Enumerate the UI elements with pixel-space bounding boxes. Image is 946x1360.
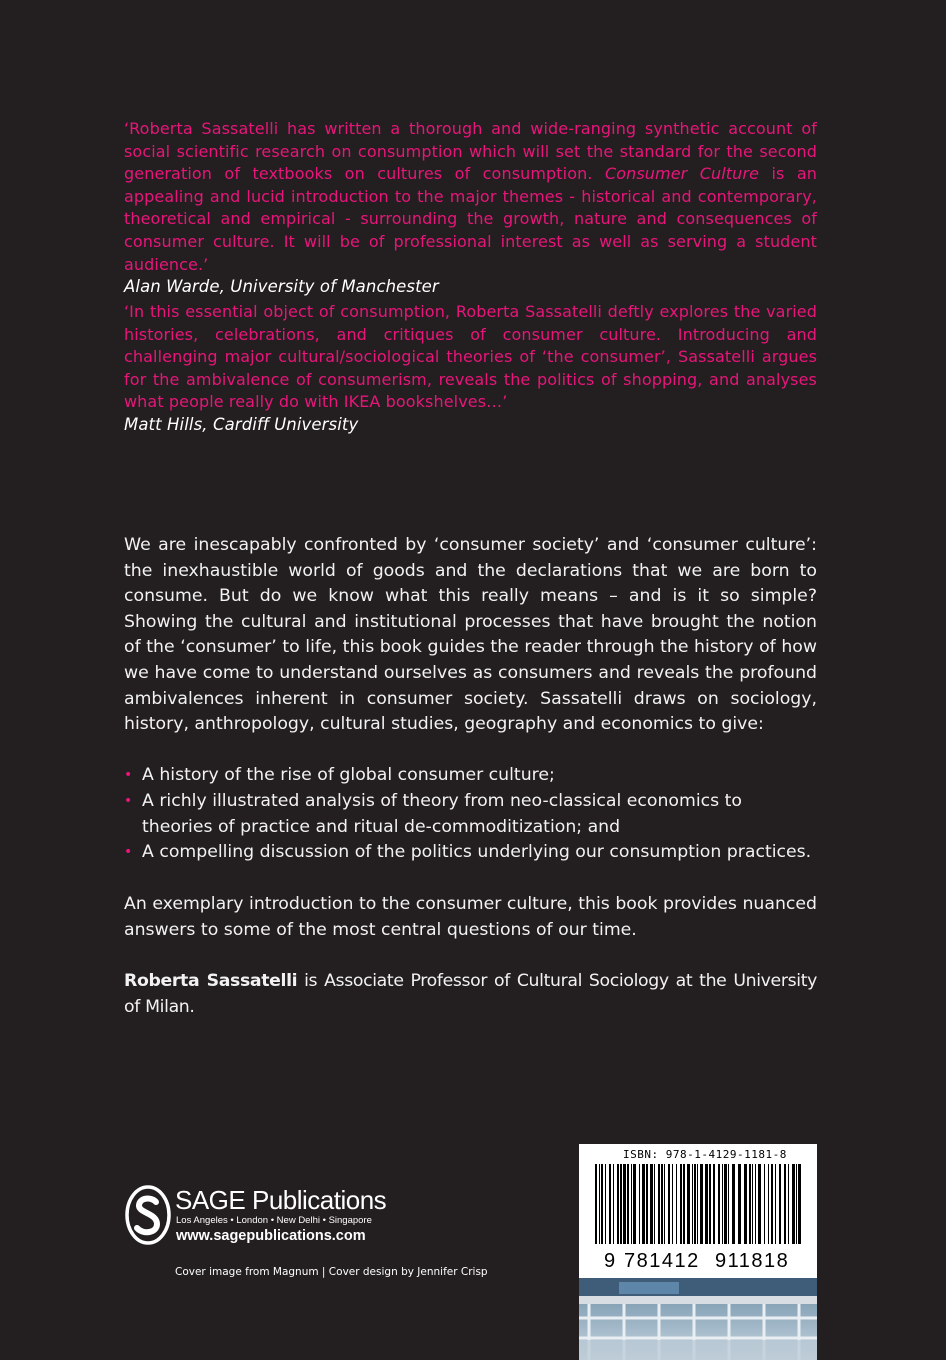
blurb-closing: An exemplary introduction to the consumer culture, this book provides nuanced answers to some of the most central questions of our time. [124,894,817,940]
book-title-italic: Consumer Culture [604,164,760,184]
publisher-name: SAGE Publications [175,1185,387,1215]
quote-text-continued: is an appealing and lucid introduction to the major themes - historical and contemporary, theoretical and empirical - surrounding the growth, nature and consequences of consumer culture. It will be of professional interest as well as serving a student audience.’ [124,164,817,274]
cover-credits: Cover image from Magnum | Cover design by Jennifer Crisp [175,1266,488,1278]
list-item [124,840,817,866]
barcode-first-digit: 9 [604,1250,616,1272]
feature-list [124,763,817,866]
author-name: Roberta Sassatelli [124,971,298,991]
author-note [124,969,817,1020]
list-item-text: A history of the rise of global consumer culture; [142,765,555,785]
isbn-barcode [579,1144,817,1278]
quote-text: ‘In this essential object of consumption, Roberta Sassatelli deftly explores the varied histories, celebrations, and critiques of consumer culture. Introducing and challenging major cultural/sociological theories of ‘the consumer’, Sassatelli argues for the ambivalence of consumerism, reveals the politics of shopping, and analyses what people really do with IKEA bookshelves…’ [124,302,817,412]
quote-text: ‘Roberta Sassatelli has written a thorough and wide-ranging synthetic account of social scientific research on consumption which will set the standard for the second generation of textbooks on cultures of consumption. [124,119,817,184]
bullet-icon: • [124,844,133,861]
list-item [124,789,817,841]
publisher-cities: Los Angeles • London • New Delhi • Singapore [176,1215,372,1226]
blurb-intro: We are inescapably confronted by ‘consumer society’ and ‘consumer culture’: the inexhaustible world of goods and the declarations that we are born to consume. But do we know what this really means – and is it so simple? Showing the cultural and institutional processes that have brought the notion of the ‘consumer’ to life, this book guides the reader through the history of how we have come to understand ourselves as consumers and reveals the profound ambivalences inherent in consumer society. Sassatelli draws on sociology, history, anthropology, cultural studies, geography and economics to give: [124,535,817,735]
author-bio: is Associate Professor of Cultural Sociology at the University of Milan. [124,971,817,1017]
barcode-right-group: 911818 [715,1250,790,1272]
bullet-icon: • [124,767,133,783]
list-item [124,763,817,789]
isbn-label: ISBN: 978-1-4129-1181-8 [623,1148,787,1161]
publisher-block [125,1185,425,1255]
review-quote-1 [124,118,817,299]
quote-attribution: Alan Warde, University of Manchester [124,277,439,297]
barcode-bars [595,1164,801,1244]
quote-attribution: Matt Hills, Cardiff University [124,414,359,434]
list-item-text: A compelling discussion of the politics underlying our consumption practices. [142,842,812,863]
sage-s-logo-icon [125,1185,171,1245]
cover-photo-strip [579,1278,817,1360]
publisher-url[interactable]: www.sagepublications.com [176,1228,366,1244]
list-item-text: A richly illustrated analysis of theory from neo-classical economics to theories of practice and ritual de-commoditization; and [142,790,742,837]
barcode-left-group: 781412 [624,1250,700,1272]
review-quote-2 [124,301,817,437]
bullet-icon: • [124,792,133,809]
cover-photo-image [579,1278,817,1360]
